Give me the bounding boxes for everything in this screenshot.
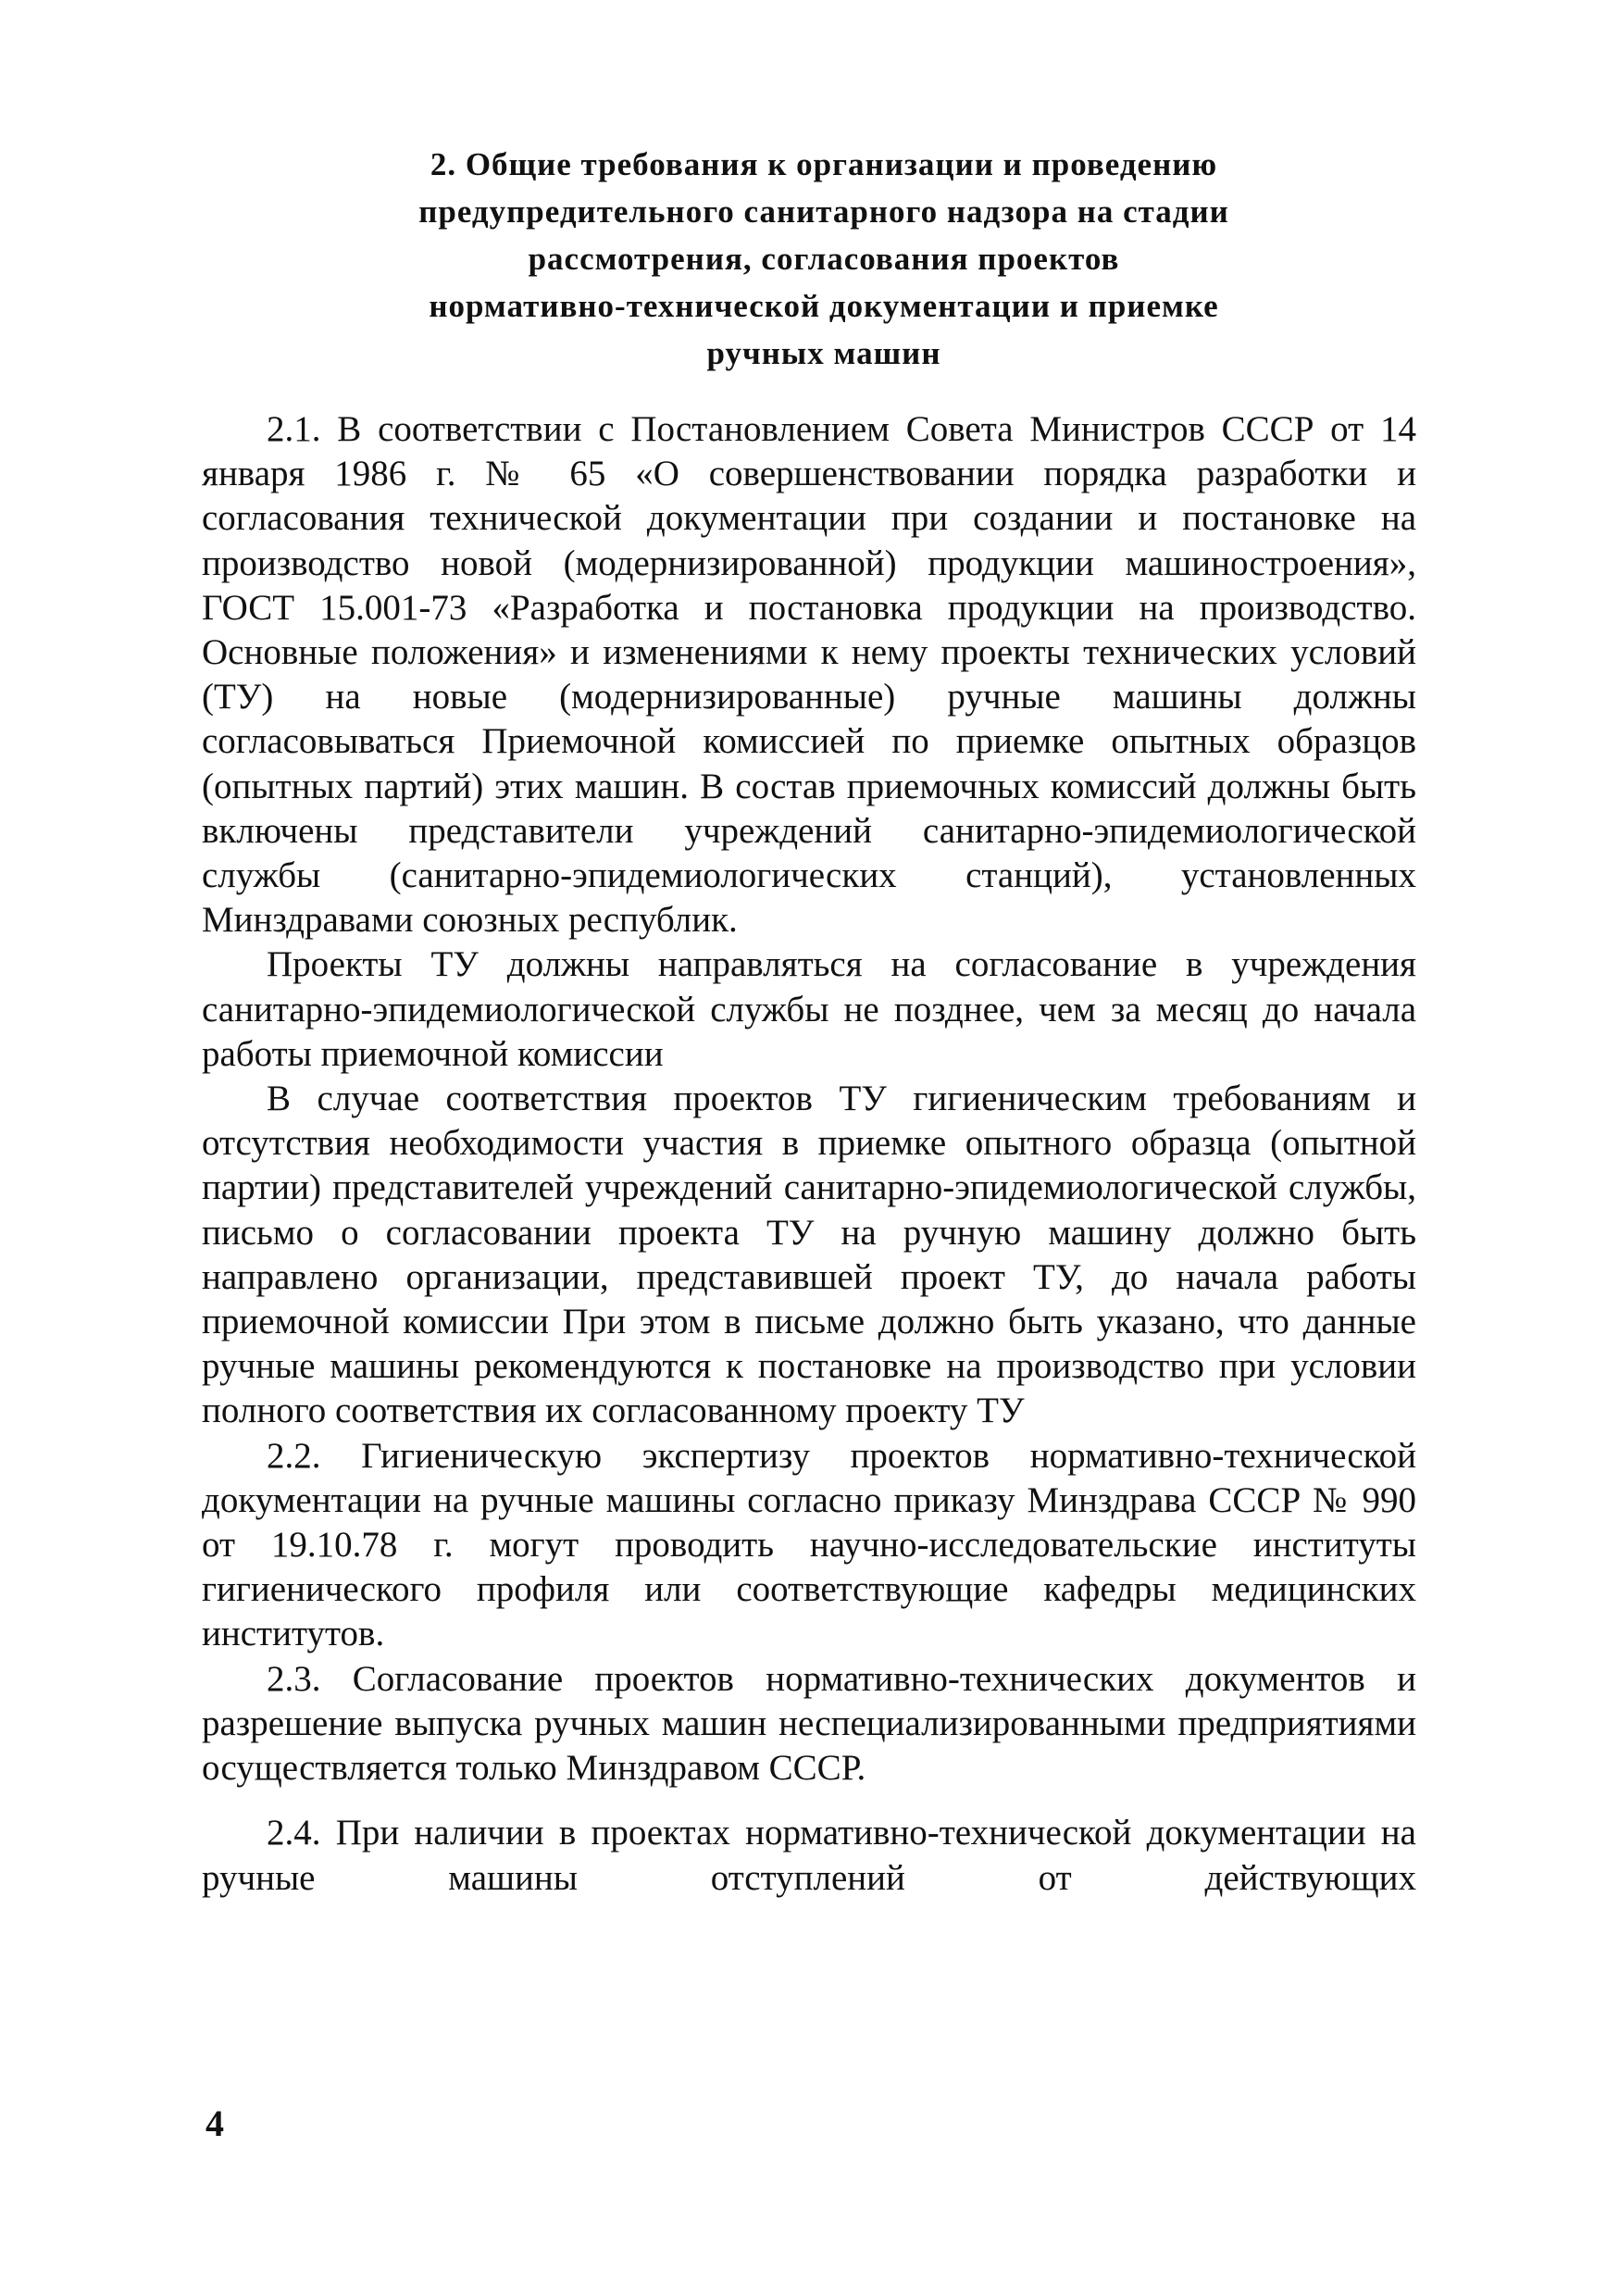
heading-line: рассмотрения, согласования проектов: [528, 241, 1120, 277]
heading-line: ручных машин: [706, 335, 941, 371]
paragraph-2-2: 2.2. Гигиеническую экспертизу проектов нормативно-технической документации на ручные машины согласно приказу Минздрава СССР № 990 от 19.10.78 г. могут проводить научно-исследовательские институты гигиенического профиля или соответствующие кафедры медицинских институтов.: [202, 1435, 1416, 1654]
paragraph-2-3: 2.3. Согласование проектов нормативно-технических документов и разрешение выпуска ручных машин неспециализированными предприятиями осуществляется только Минздравом СССР.: [202, 1658, 1416, 1789]
body-text: [202, 407, 1416, 1901]
heading-line: 2. Общие требования к организации и проведению: [430, 146, 1218, 182]
heading-line: предупредительного санитарного надзора на стадии: [418, 193, 1229, 230]
paragraph-tu-approval: В случае соответствия проектов ТУ гигиеническим требованиям и отсутствия необходимости участия в приемке опытного образца (опытной партии) представителей учреждений санитарно-эпидемиологической службы, письмо о согласовании проекта ТУ на ручную машину должно быть направлено организации, представившей проект ТУ, до начала работы приемочной комиссии При этом в письме должно быть указано, что данные ручные машины рекомендуются к постановке на производство при условии полного соответствия их согласованному проекту ТУ: [202, 1079, 1416, 1431]
page-number: 4: [205, 2103, 224, 2144]
paragraph-tu-submission: Проекты ТУ должны направляться на согласование в учреждения санитарно-эпидемиологической службы не позднее, чем за месяц до начала работы приемочной комиссии: [202, 944, 1416, 1074]
paragraph-2-1: 2.1. В соответствии с Постановлением Совета Министров СССР от 14 января 1986 г. № 65 «О совершенствовании порядка разработки и согласования технической документации при создании и постановке на производство новой (модернизированной) продукции машиностроения», ГОСТ 15.001-73 «Разработка и постановка продукции на производство. Основные положения» и изменениями к нему проекты технических условий (ТУ) на новые (модернизированные) ручные машины должны согласовываться Приемочной комиссией по приемке опытных образцов (опытных партий) этих машин. В состав приемочных комиссий должны быть включены представители учреждений санитарно-эпидемиологической службы (санитарно-эпидемиологических станций), установленных Минздравами союзных республик.: [202, 409, 1416, 941]
heading-line: нормативно-технической документации и приемке: [429, 288, 1219, 324]
section-heading: [278, 141, 1370, 377]
paragraph-2-4: 2.4. При наличии в проектах нормативно-технической документации на ручные машины отступлений от действующих: [202, 1813, 1416, 1898]
